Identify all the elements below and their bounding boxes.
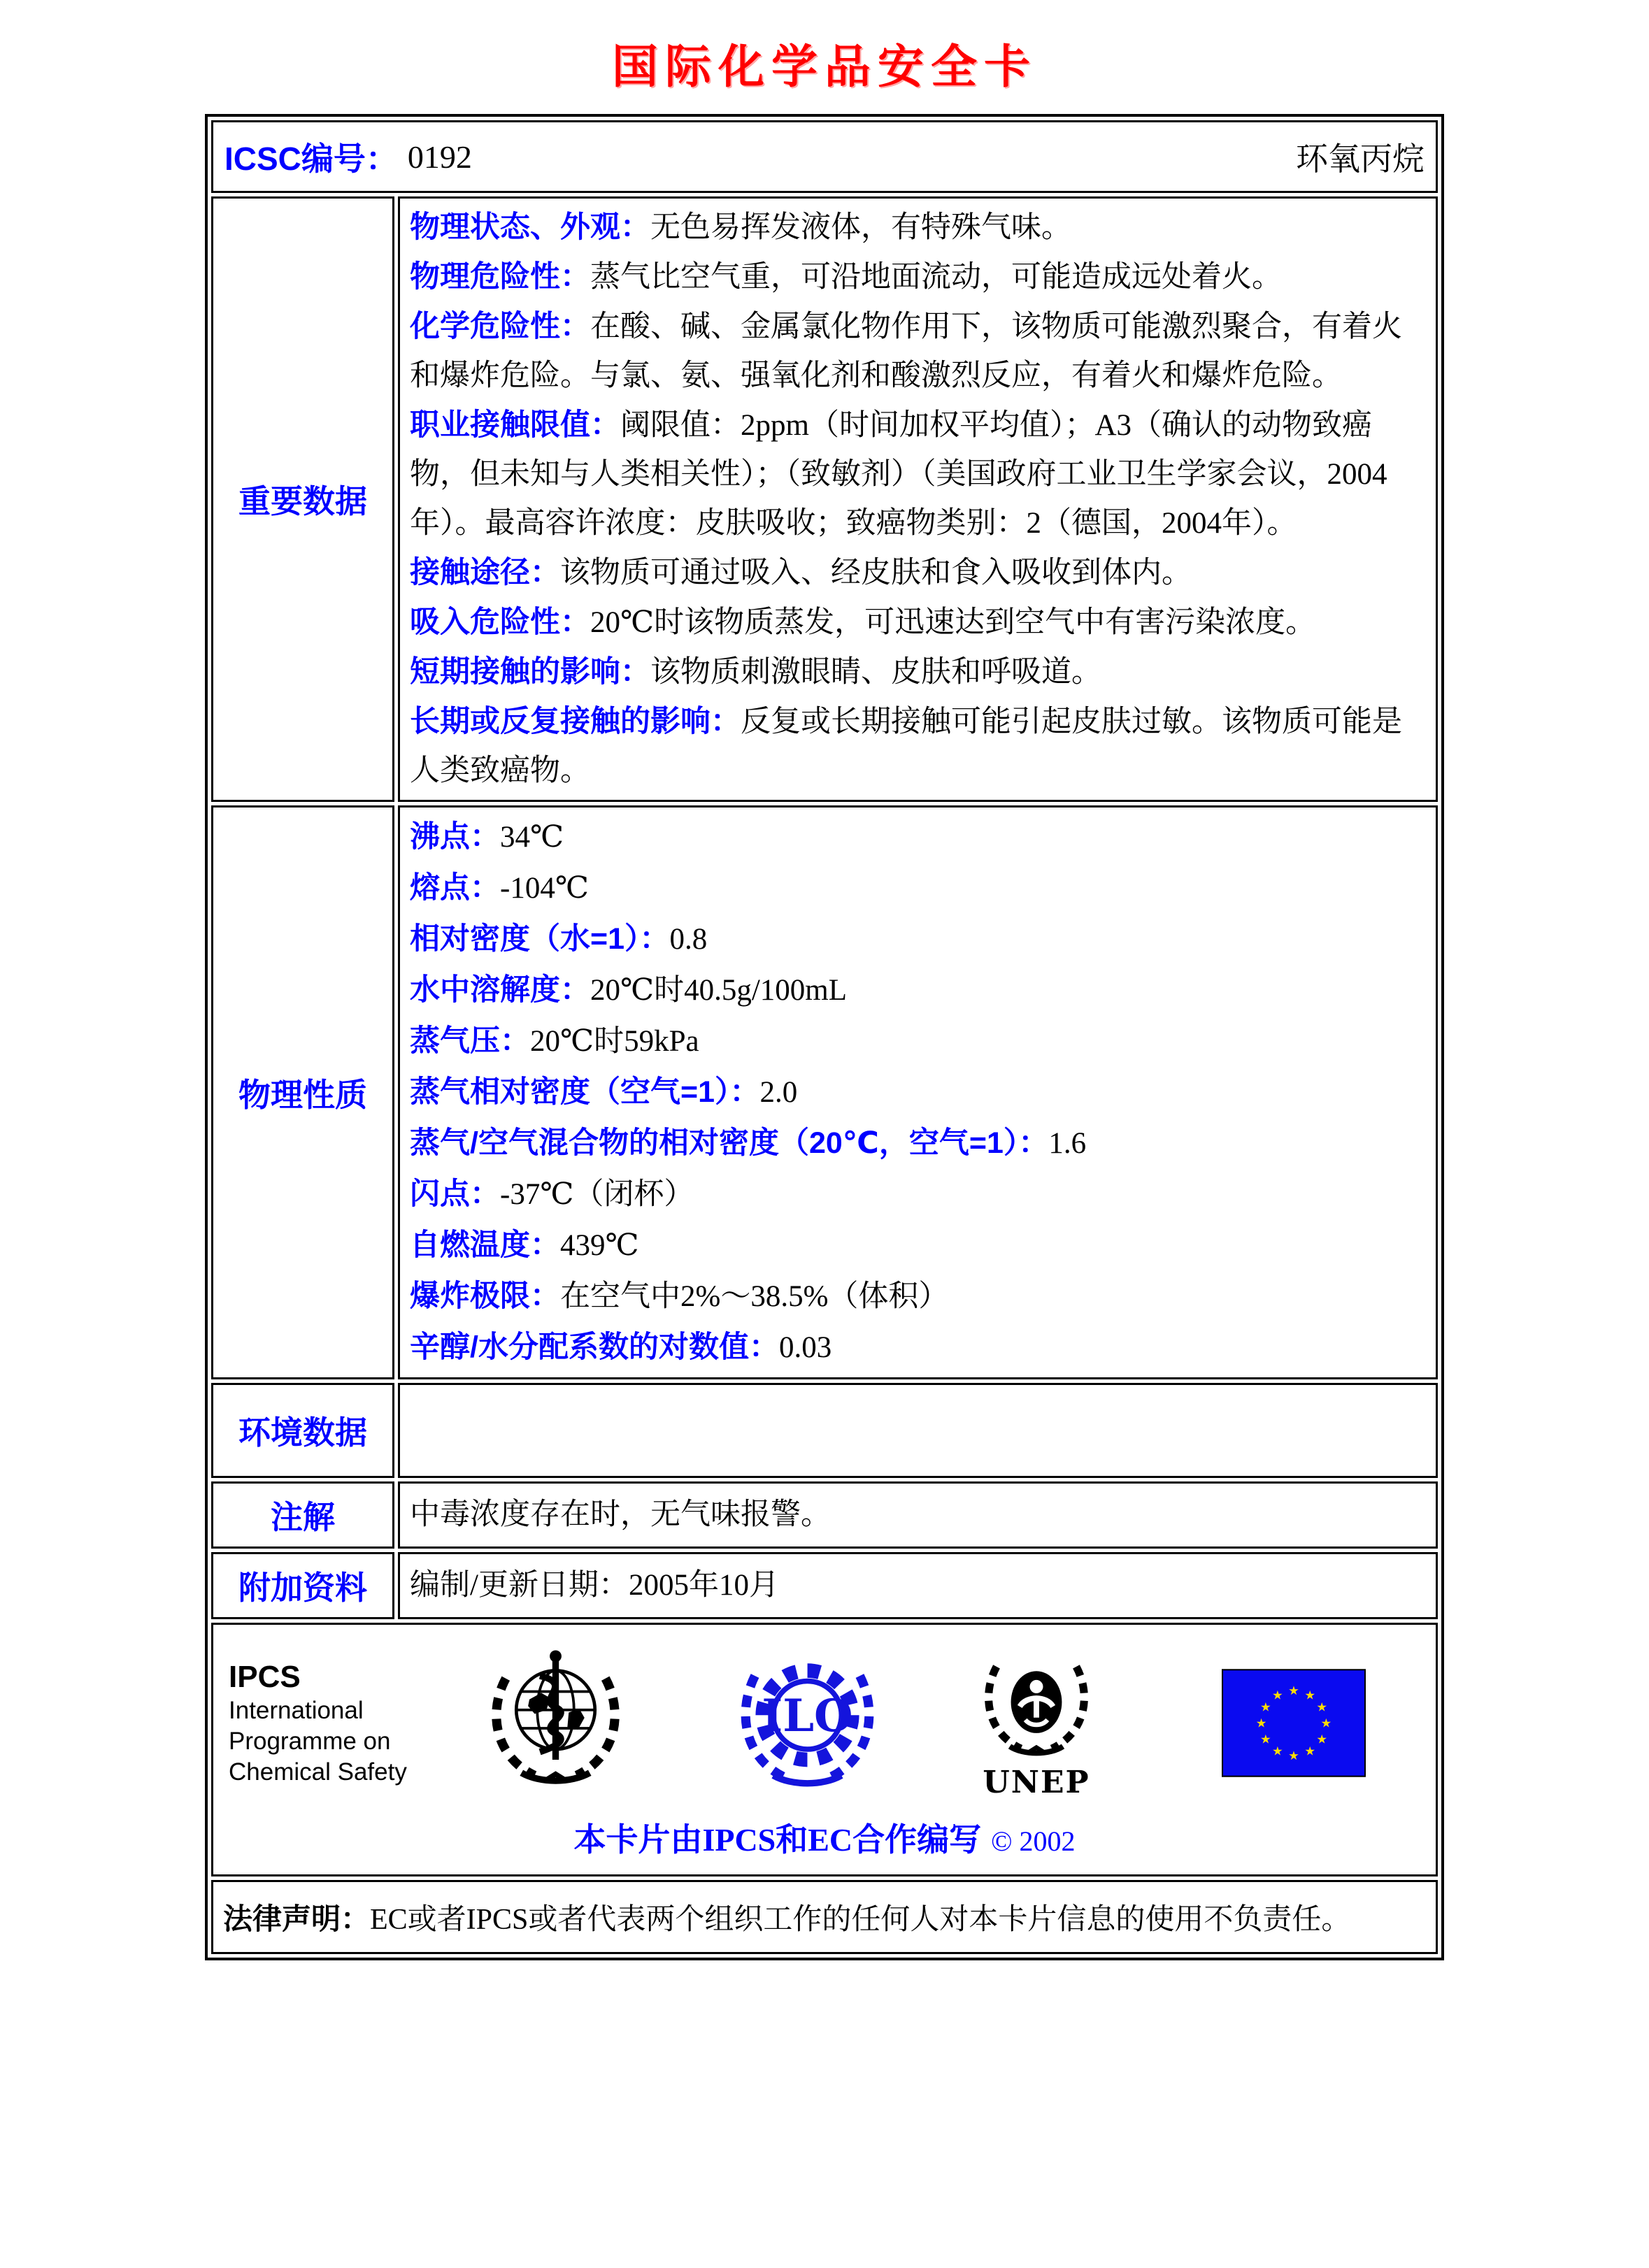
eu-flag-icon — [1222, 1669, 1366, 1777]
svg-text:★: ★ — [1255, 1716, 1267, 1730]
physical-properties-row — [211, 805, 1438, 1379]
field-label: 物理状态、外观： — [410, 210, 650, 244]
svg-text:★: ★ — [1304, 1744, 1316, 1758]
field-value: 在空气中2%～38.5%（体积） — [560, 1280, 949, 1313]
important-data-item — [410, 302, 1426, 401]
physical-property-item — [410, 1322, 1426, 1373]
field-label: 物理危险性： — [410, 260, 590, 294]
ilo-logo-icon — [729, 1644, 886, 1802]
unep-label: UNEP — [983, 1764, 1090, 1800]
physical-property-item — [410, 1067, 1426, 1118]
field-value: 20℃时40.5g/100mL — [590, 974, 848, 1007]
important-data-content — [398, 196, 1438, 802]
notes-row — [211, 1481, 1438, 1549]
icsc-number-value: 0192 — [407, 138, 472, 175]
important-data-item — [410, 548, 1426, 598]
physical-property-item — [410, 863, 1426, 914]
important-data-item — [410, 598, 1426, 647]
svg-text:★: ★ — [1288, 1684, 1299, 1698]
field-value: 反复或长期接触可能引起皮肤过敏。该物质可能是人类致癌物。 — [410, 705, 1402, 787]
legal-label: 法律声明： — [223, 1902, 371, 1935]
ipcs-text-block — [229, 1659, 438, 1788]
field-label: 辛醇/水分配系数的对数值： — [410, 1330, 779, 1364]
important-data-item — [410, 401, 1426, 548]
field-value: 34℃ — [500, 821, 564, 854]
field-value: 20℃时59kPa — [530, 1025, 699, 1058]
header-cell — [211, 120, 1438, 193]
ipcs-line-1: International — [229, 1696, 364, 1724]
unep-logo-block — [970, 1646, 1103, 1800]
chemical-name: 环氧丙烷 — [1296, 141, 1425, 177]
physical-property-item — [410, 1220, 1426, 1271]
field-value: 蒸气比空气重，可沿地面流动，可能造成远处着火。 — [590, 261, 1282, 294]
important-data-row — [211, 196, 1438, 802]
field-label: 接触途径： — [410, 556, 560, 589]
field-label: 化学危险性： — [410, 310, 590, 343]
caption-text: 本卡片由IPCS和EC合作编写 — [573, 1822, 982, 1858]
unep-logo-icon — [970, 1646, 1103, 1769]
important-data-item — [410, 203, 1426, 252]
physical-property-item — [410, 812, 1426, 863]
additional-info-row — [211, 1552, 1438, 1619]
physical-property-item — [410, 965, 1426, 1016]
field-label: 水中溶解度： — [410, 973, 590, 1007]
notes-row-label: 注解 — [211, 1481, 394, 1549]
legal-row — [211, 1880, 1438, 1954]
field-value: 阈限值：2ppm（时间加权平均值）；A3（确认的动物致癌物，但未知与人类相关性）；（致敏剂）（美国政府工业卫生学家会议，2004年）。最高容许浓度：皮肤吸收；致癌物类别：2（德国，2004年）。 — [410, 409, 1387, 540]
field-label: 吸入危险性： — [410, 605, 590, 639]
ipcs-acronym: IPCS — [229, 1659, 301, 1694]
field-label: 长期或反复接触的影响： — [410, 705, 741, 738]
field-value: 0.03 — [778, 1331, 832, 1364]
logos-row — [211, 1623, 1438, 1876]
field-label: 蒸气/空气混合物的相对密度（20℃，空气=1）： — [410, 1126, 1049, 1160]
field-value: 该物质可通过吸入、经皮肤和食入吸收到体内。 — [560, 557, 1192, 589]
svg-text:★: ★ — [1259, 1700, 1271, 1714]
physical-property-item — [410, 914, 1426, 965]
notes-content — [398, 1481, 1438, 1549]
field-value: 2.0 — [759, 1076, 798, 1109]
field-label: 蒸气相对密度（空气=1）： — [410, 1075, 760, 1109]
header-row — [211, 120, 1438, 193]
svg-text:★: ★ — [1271, 1688, 1283, 1702]
environmental-data-content — [398, 1383, 1438, 1478]
logos-cell — [211, 1623, 1438, 1876]
field-label: 爆炸极限： — [410, 1279, 560, 1313]
field-value: 中毒浓度存在时，无气味报警。 — [410, 1498, 831, 1531]
physical-property-item — [410, 1118, 1426, 1169]
icsc-card-table — [205, 114, 1444, 1960]
icsc-number-group — [224, 134, 472, 180]
svg-text:★: ★ — [1316, 1732, 1328, 1746]
copyright-text: © 2002 — [991, 1825, 1076, 1857]
additional-info-content — [398, 1552, 1438, 1619]
field-value: 编制/更新日期：2005年10月 — [410, 1569, 779, 1602]
physical-property-item — [410, 1016, 1426, 1067]
logo-strip — [220, 1644, 1429, 1802]
field-label: 职业接触限值： — [410, 408, 620, 442]
field-label: 相对密度（水=1）： — [410, 922, 670, 956]
field-value: 439℃ — [560, 1229, 639, 1262]
ipcs-line-2: Programme on — [229, 1727, 391, 1755]
field-value: 20℃时该物质蒸发，可迅速达到空气中有害污染浓度。 — [590, 606, 1316, 639]
field-label: 蒸气压： — [410, 1024, 530, 1058]
field-value: 1.6 — [1048, 1127, 1087, 1160]
field-value: 无色易挥发液体，有特殊气味。 — [650, 211, 1071, 244]
important-data-item — [410, 697, 1426, 796]
physical-property-item — [410, 1271, 1426, 1322]
svg-text:★: ★ — [1316, 1700, 1328, 1714]
environmental-data-row — [211, 1383, 1438, 1478]
svg-text:★: ★ — [1304, 1688, 1316, 1702]
field-value: 在酸、碱、金属氯化物作用下，该物质可能激烈聚合，有着火和爆炸危险。与氯、氨、强氧化剂和酸激烈反应，有着火和爆炸危险。 — [410, 310, 1402, 392]
field-label: 熔点： — [410, 871, 500, 905]
svg-text:★: ★ — [1259, 1732, 1271, 1746]
field-label: 沸点： — [410, 820, 500, 854]
important-data-item — [410, 252, 1426, 302]
icsc-number-label: ICSC编号： — [224, 141, 398, 177]
who-logo-icon — [477, 1644, 634, 1802]
svg-text:★: ★ — [1288, 1748, 1299, 1763]
environmental-data-row-label: 环境数据 — [211, 1383, 394, 1478]
ilo-letters: ILO — [762, 1689, 853, 1742]
svg-text:★: ★ — [1320, 1716, 1332, 1730]
field-value: 该物质刺激眼睛、皮肤和呼吸道。 — [650, 656, 1101, 689]
field-value: 0.8 — [669, 923, 708, 956]
cooperation-caption — [220, 1814, 1429, 1860]
field-label: 闪点： — [410, 1177, 500, 1211]
page-title: 国际化学品安全卡 — [612, 39, 1037, 94]
legal-text: EC或者IPCS或者代表两个组织工作的任何人对本卡片信息的使用不负责任。 — [370, 1904, 1351, 1936]
additional-info-row-label: 附加资料 — [211, 1552, 394, 1619]
field-value: -37℃（闭杯） — [500, 1178, 694, 1211]
svg-text:★: ★ — [1271, 1744, 1283, 1758]
physical-properties-row-label: 物理性质 — [211, 805, 394, 1379]
ipcs-line-3: Chemical Safety — [229, 1758, 407, 1786]
physical-property-item — [410, 1169, 1426, 1220]
physical-properties-content — [398, 805, 1438, 1379]
field-value: -104℃ — [500, 872, 589, 905]
legal-cell — [211, 1880, 1438, 1954]
important-data-item — [410, 647, 1426, 697]
field-label: 自燃温度： — [410, 1228, 560, 1262]
important-data-row-label: 重要数据 — [211, 196, 394, 802]
field-label: 短期接触的影响： — [410, 655, 650, 689]
